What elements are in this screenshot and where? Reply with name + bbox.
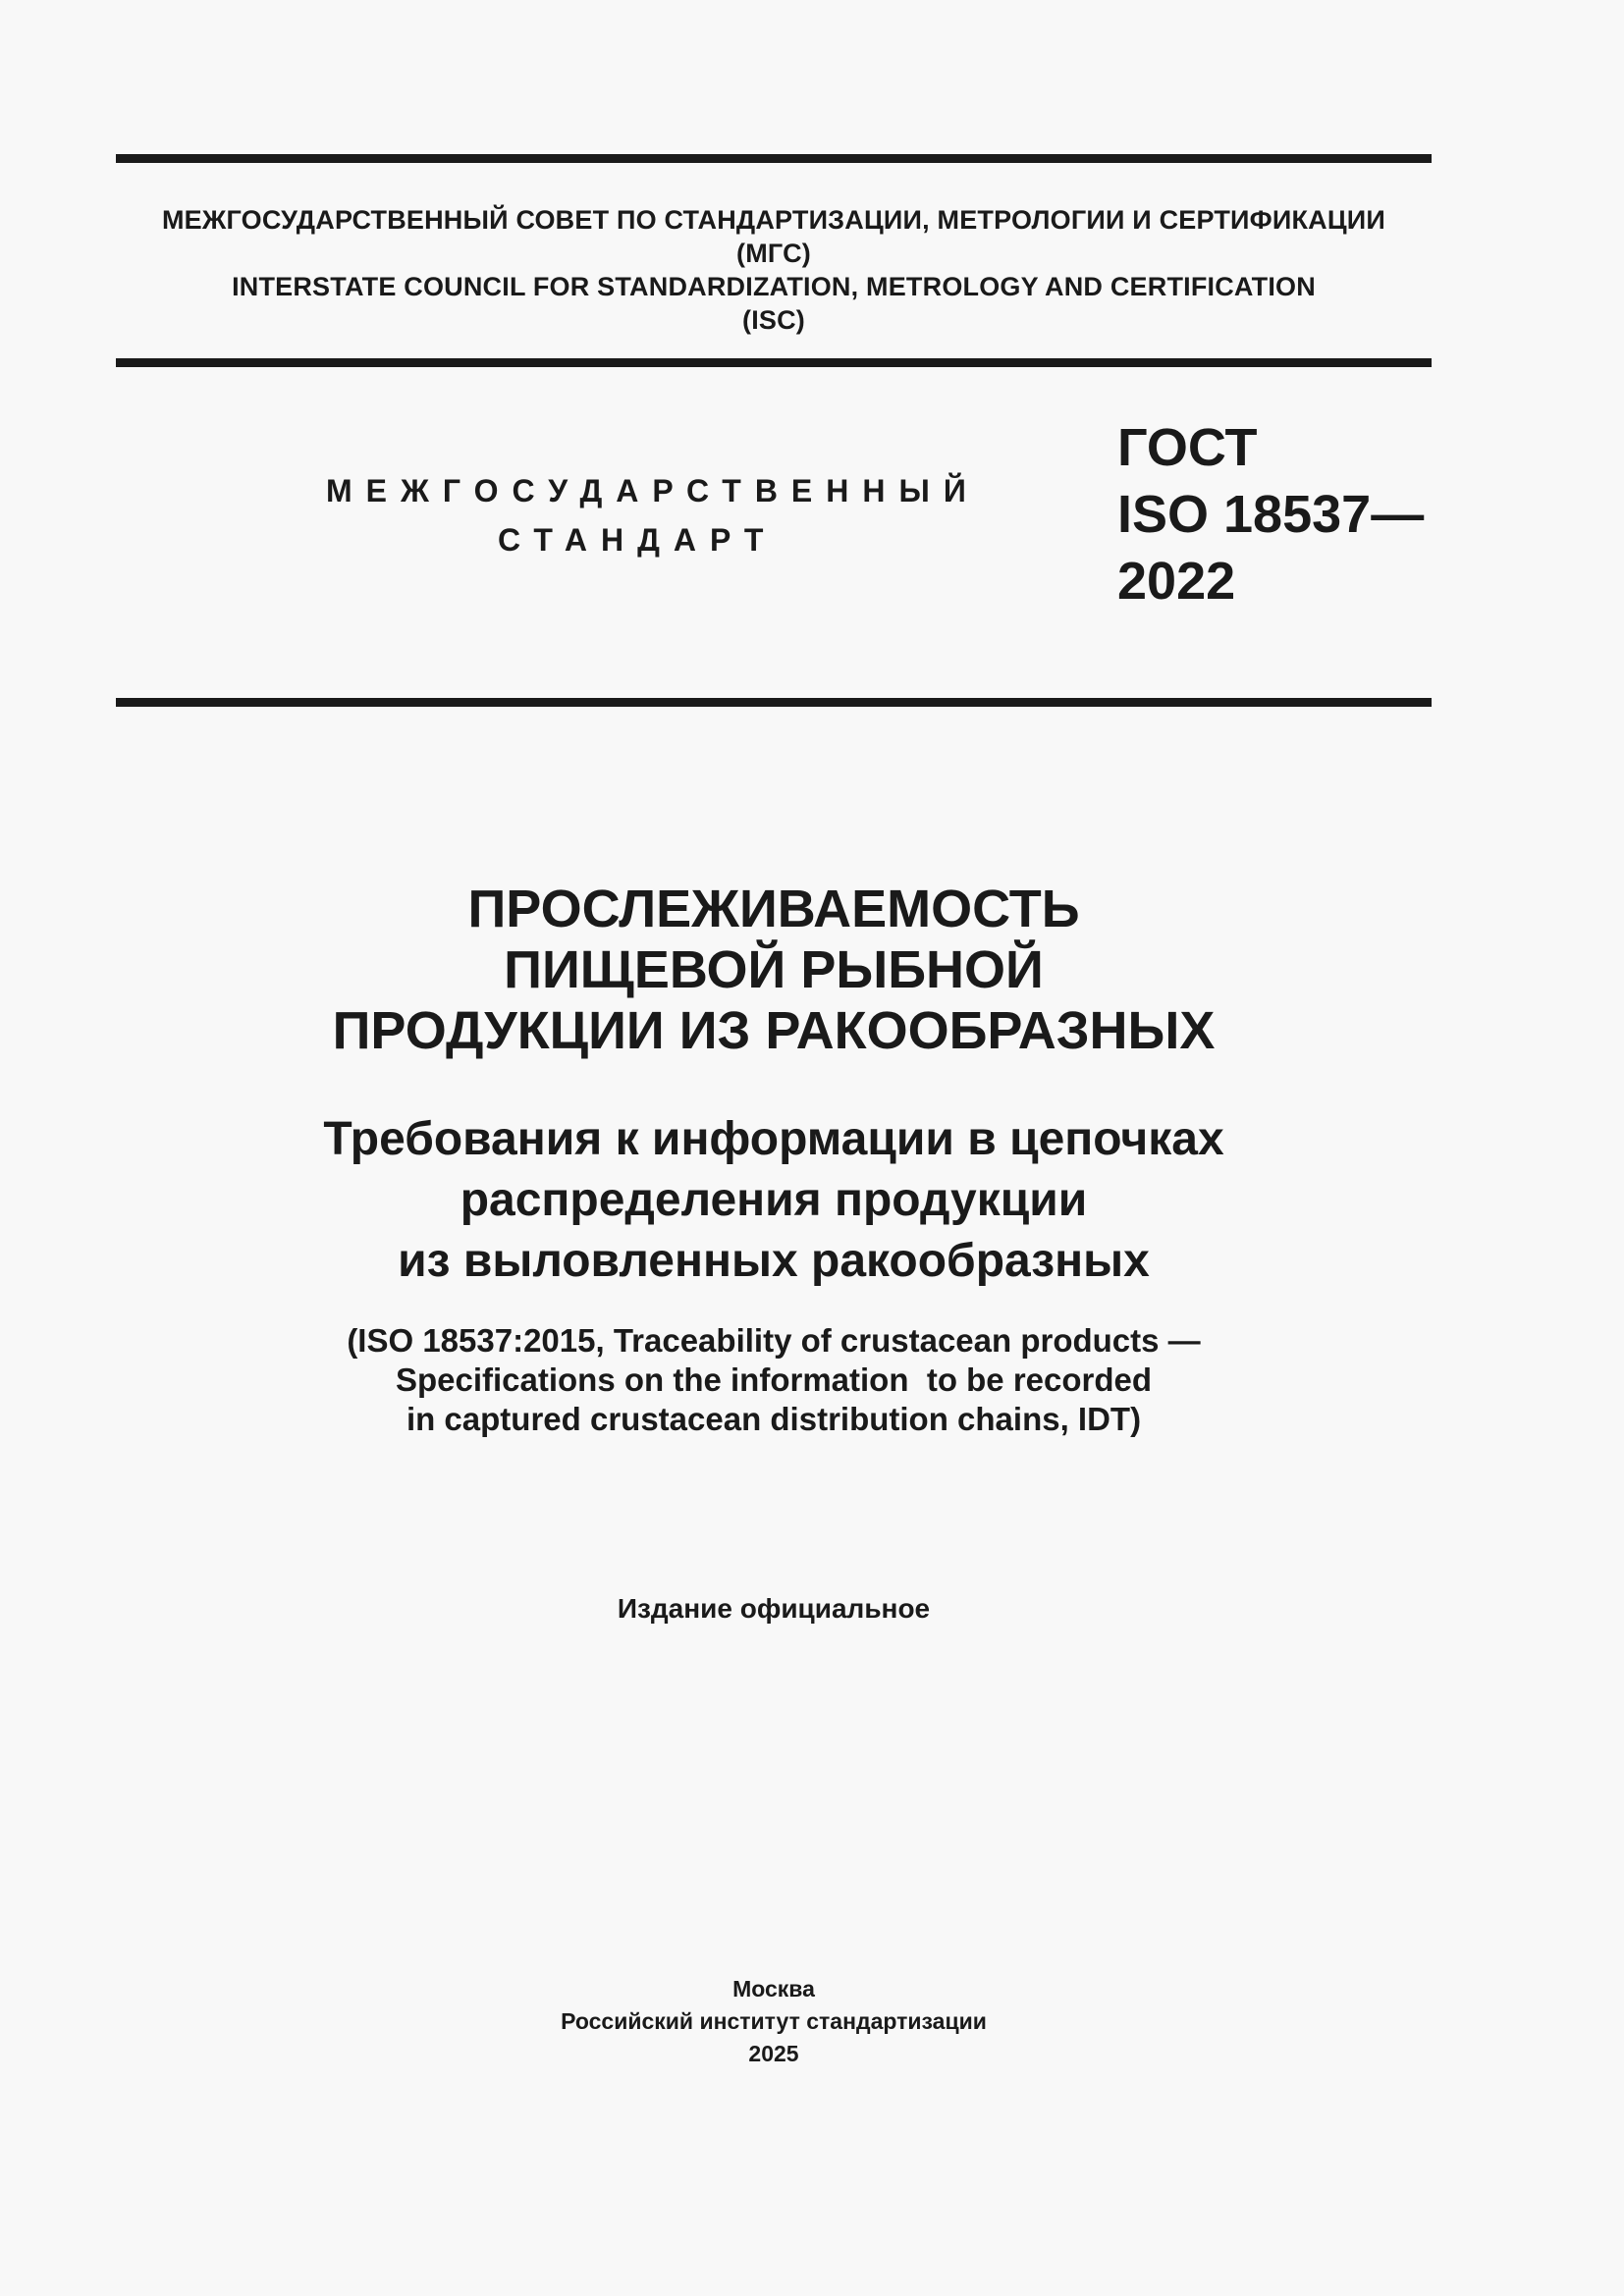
publisher-year: 2025: [748, 2041, 799, 2066]
edition-label: Издание официальное: [617, 1593, 931, 1624]
standard-code-line1: ГОСТ: [1117, 418, 1258, 477]
iso-reference-line2: Specifications on the information to be recorded: [395, 1362, 1153, 1398]
iso-reference-line3: in captured crustacean distribution chains, IDT): [406, 1401, 1142, 1437]
standard-code-line2: ISO 18537—: [1117, 485, 1425, 544]
title-line3: ПРОДУКЦИИ ИЗ РАКООБРАЗНЫХ: [332, 1001, 1216, 1060]
subtitle-line2: распределения продукции: [460, 1174, 1088, 1226]
iso-reference: [116, 1321, 1432, 1439]
council-name-en: INTERSTATE COUNCIL FOR STANDARDIZATION, METROLOGY AND CERTIFICATION: [232, 272, 1316, 301]
title-line2: ПИЩЕВОЙ РЫБНОЙ: [504, 940, 1044, 999]
top-rule: [116, 154, 1432, 163]
council-header: [116, 203, 1432, 337]
document-subtitle: [116, 1109, 1432, 1292]
publisher-institute: Российский институт стандартизации: [561, 2008, 987, 2034]
standard-kind-line2: СТАНДАРТ: [498, 522, 778, 558]
subtitle-line1: Требования к информации в цепочках: [323, 1113, 1224, 1165]
document-title: [116, 879, 1432, 1061]
standard-code-line3: 2022: [1117, 552, 1236, 611]
standard-kind-line1: МЕЖГОСУДАРСТВЕННЫЙ: [326, 473, 980, 508]
standard-code: [1117, 414, 1424, 614]
publisher-city: Москва: [732, 1976, 815, 2002]
publisher-block: [116, 1973, 1432, 2070]
iso-reference-line1: (ISO 18537:2015, Traceability of crustacean products —: [347, 1322, 1201, 1359]
council-abbr-ru: (МГС): [736, 239, 811, 268]
council-name-ru: МЕЖГОСУДАРСТВЕННЫЙ СОВЕТ ПО СТАНДАРТИЗАЦИИ, МЕТРОЛОГИИ И СЕРТИФИКАЦИИ: [161, 205, 1386, 235]
council-abbr-en: (ISC): [742, 305, 805, 335]
title-line1: ПРОСЛЕЖИВАЕМОСТЬ: [467, 880, 1080, 938]
council-rule: [116, 358, 1432, 367]
header-bottom-rule: [116, 698, 1432, 707]
subtitle-line3: из выловленных ракообразных: [398, 1235, 1150, 1287]
